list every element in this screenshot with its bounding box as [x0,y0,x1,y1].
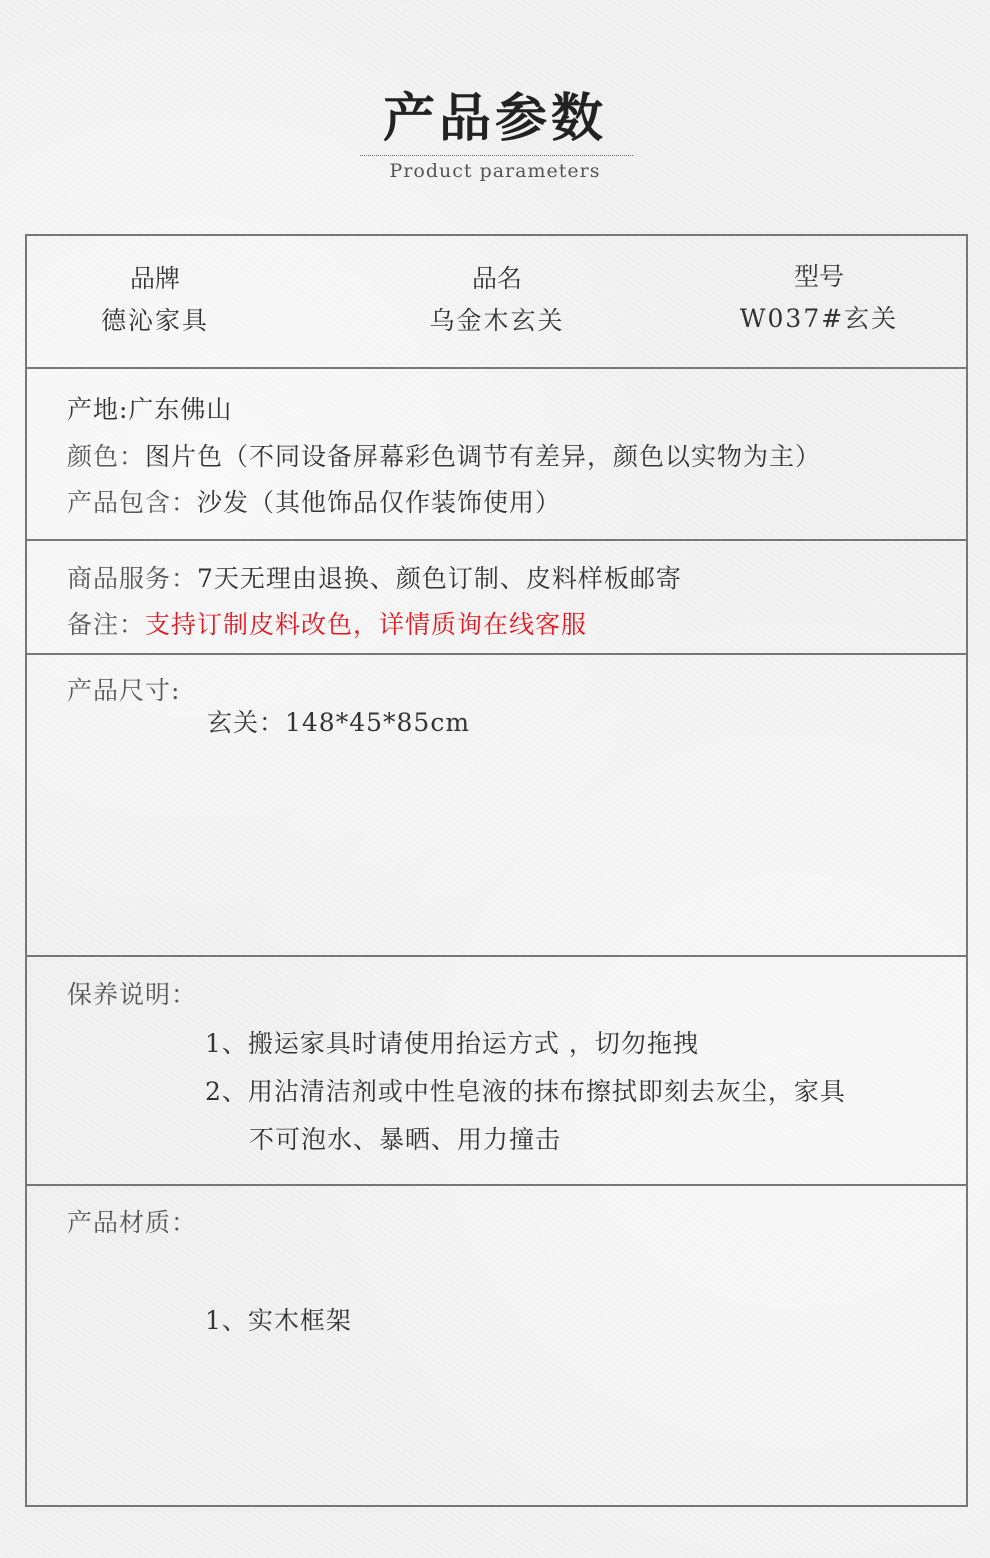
model-label: 型号 [793,262,844,291]
product-name-cell [412,258,582,342]
service-row [67,559,682,595]
size-value: 玄关：148*45*85cm [207,708,471,737]
origin-color-section [27,369,966,541]
color-value: 图片色（不同设备屏幕彩色调节有差异，颜色以实物为主） [145,442,822,471]
package-row [67,483,561,519]
page-subtitle: Product parameters [389,160,601,182]
material-section [27,1186,966,1505]
origin-text: 产地:广东佛山 [67,395,233,424]
material-item-1: 1、实木框架 [205,1306,352,1335]
color-row [67,437,821,473]
basic-info-section [27,236,966,369]
care-item-2: 2、用沾清洁剂或中性皂液的抹布擦拭即刻去灰尘，家具 [205,1077,846,1106]
care-section [27,957,966,1186]
title-divider [360,155,633,156]
service-value: 7天无理由退换、颜色订制、皮料样板邮寄 [197,564,682,593]
product-name-label: 品名 [471,264,522,293]
parameters-table [25,234,968,1507]
brand-label: 品牌 [129,264,180,293]
size-label: 产品尺寸: [67,676,181,705]
care-label: 保养说明： [67,980,198,1009]
package-value: 沙发（其他饰品仅作装饰使用） [197,488,562,517]
model-cell [739,256,899,340]
package-label: 产品包含： [67,488,198,517]
service-section [27,541,966,655]
brand-cell [75,258,235,342]
care-item-1: 1、搬运家具时请使用抬运方式 ，切勿拖拽 [205,1029,699,1058]
note-label: 备注： [67,610,146,639]
note-row [67,605,587,641]
color-label: 颜色： [67,442,146,471]
service-label: 商品服务： [67,564,198,593]
model-value: W037#玄关 [739,304,899,333]
product-name-value: 乌金木玄关 [429,306,565,335]
brand-value: 德沁家具 [100,306,209,335]
note-value: 支持订制皮料改色，详情质询在线客服 [145,610,588,639]
page-title: 产品参数 [382,89,607,149]
size-section [27,655,966,957]
material-label: 产品材质： [67,1208,198,1237]
care-item-2-continued: 不可泡水、暴晒、用力撞击 [249,1125,562,1154]
